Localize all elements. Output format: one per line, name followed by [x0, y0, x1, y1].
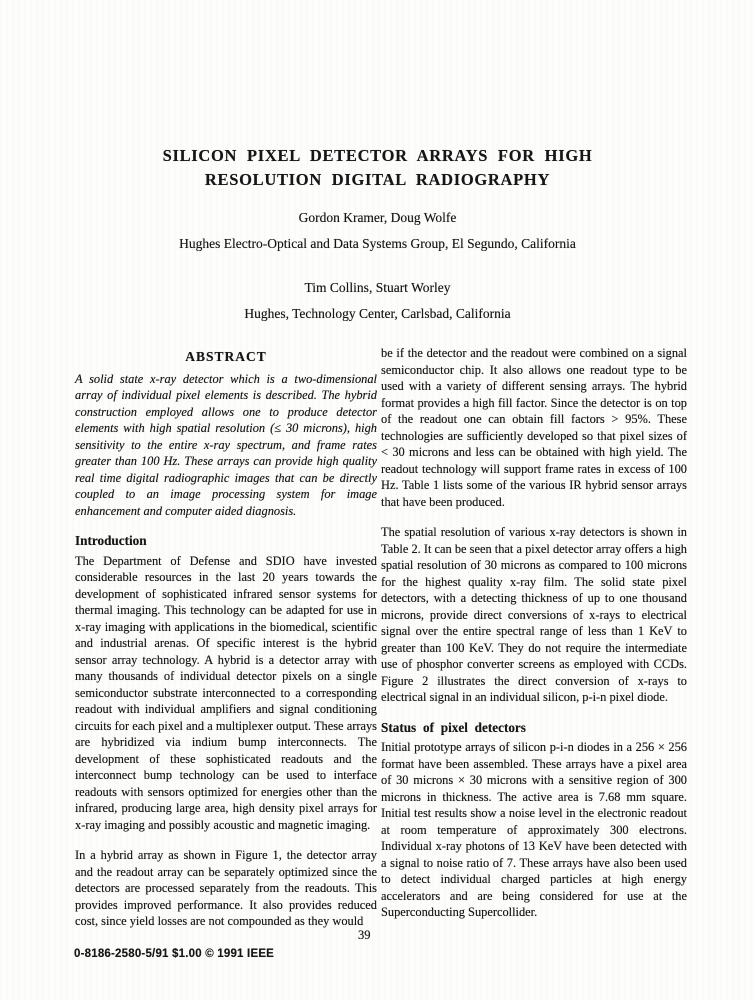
continuation-paragraph-1: be if the detector and the readout were combined on a signal semiconductor chip. It also allows one readout type to be used with a variety of different sensing arrays. The hybrid format provides a high fill factor. Since the detector is on top of the readout one can obtain fill factors > 95%. These technologies are sufficiently developed so that pixel sizes of < 30 microns and less can be obtained with high yield. The readout technology will support frame rates in excess of 100 Hz. Table 1 lists some of the various IR hybrid sensor arrays that have been produced. — [381, 346, 687, 509]
authors-line-1: Gordon Kramer, Doug Wolfe — [298, 210, 457, 225]
continuation-paragraph-2: The spatial resolution of various x-ray detectors is shown in Table 2. It can be seen that a pixel detector array offers a high spatial resolution of 30 microns as compared to 100 microns for the highest quality x-ray film. The solid state pixel detectors, with a detecting thickness of up to one thousand microns, provide direct conversions of x-rays to electrical signal over the entire spectral range of less than 1 KeV to greater than 100 KeV. They do not require the intermediate use of phosphor converter screens as employed with CCDs. Figure 2 illustrates the direct conversion of x-rays to electrical signal in an individual silicon, p-i-n pixel diode. — [381, 525, 687, 704]
affiliation-line-2: Hughes, Technology Center, Carlsbad, California — [244, 306, 511, 321]
page-number: 39 — [358, 928, 371, 942]
introduction-paragraph-2: In a hybrid array as shown in Figure 1, the detector array and the readout array can be separately optimized since the detectors are processed separately from the readouts. This provides improved performance. It also provides reduced cost, since yield losses are not compounded as they would — [75, 848, 377, 928]
right-column — [381, 345, 687, 921]
affiliation-line-1: Hughes Electro-Optical and Data Systems Group, El Segundo, California — [179, 236, 576, 251]
paper-title-line-2: RESOLUTION DIGITAL RADIOGRAPHY — [204, 169, 551, 189]
introduction-paragraph-1: The Department of Defense and SDIO have invested considerable resources in the last 20 years towards the development of sophisticated infrared sensor systems for thermal imaging. This technology can be adapted for use in x-ray imaging with applications in the biomedical, scientific and industrial arenas. Of specific interest is the hybrid sensor array technology. A hybrid is a detector array with many thousands of individual detector pixels on a single semiconductor substrate interconnected to a corresponding readout with individual amplifiers and signal conditioning circuits for each pixel and a multiplexer output. These arrays are hybridized via indium bump interconnects. The development of these sophisticated readouts and the interconnect bump technology can be used to interface readouts with sensors optimized for energies other than the infrared, producing large area, high density pixel arrays for x-ray imaging and possibly acoustic and magnetic imaging. — [75, 553, 377, 832]
status-paragraph-1: Initial prototype arrays of silicon p-i-n diodes in a 256 × 256 format have been assembled. These arrays have a pixel area of 30 microns × 30 microns with a sensitive region of 300 microns in thickness. The active area is 7.68 mm square. Initial test results show a noise level in the electronic readout at room temperature of approximately 300 electrons. Individual x-ray photons of 13 KeV have been detected with a signal to noise ratio of 7. These arrays have also been used to detect individual charged particles at high energy accelerators and are being considered for use at the Superconducting Supercollider. — [381, 740, 687, 919]
status-of-pixel-detectors-heading: Status of pixel detectors — [381, 719, 526, 735]
authors-line-2: Tim Collins, Stuart Worley — [304, 280, 451, 295]
abstract-text: A solid state x-ray detector which is a two-dimensional array of individual pixel elements is described. The hybrid construction employed allows one to produce detector elements with high spatial resolution (≤ 30 microns), high sensitivity to the entire x-ray spectrum, and frame rates greater than 100 Hz. These arrays can provide high quality real time digital radiographic images that can be directly coupled to an image processing system for image enhancement and computer aided diagnosis. — [75, 371, 377, 518]
paper-title — [0, 144, 755, 192]
abstract-heading: ABSTRACT — [185, 349, 267, 364]
copyright-line: 0-8186-2580-5/91 $1.00 © 1991 IEEE — [74, 948, 275, 960]
left-column — [75, 349, 377, 930]
paper-title-line-1: SILICON PIXEL DETECTOR ARRAYS FOR HIGH — [162, 146, 593, 165]
introduction-heading: Introduction — [75, 533, 147, 548]
